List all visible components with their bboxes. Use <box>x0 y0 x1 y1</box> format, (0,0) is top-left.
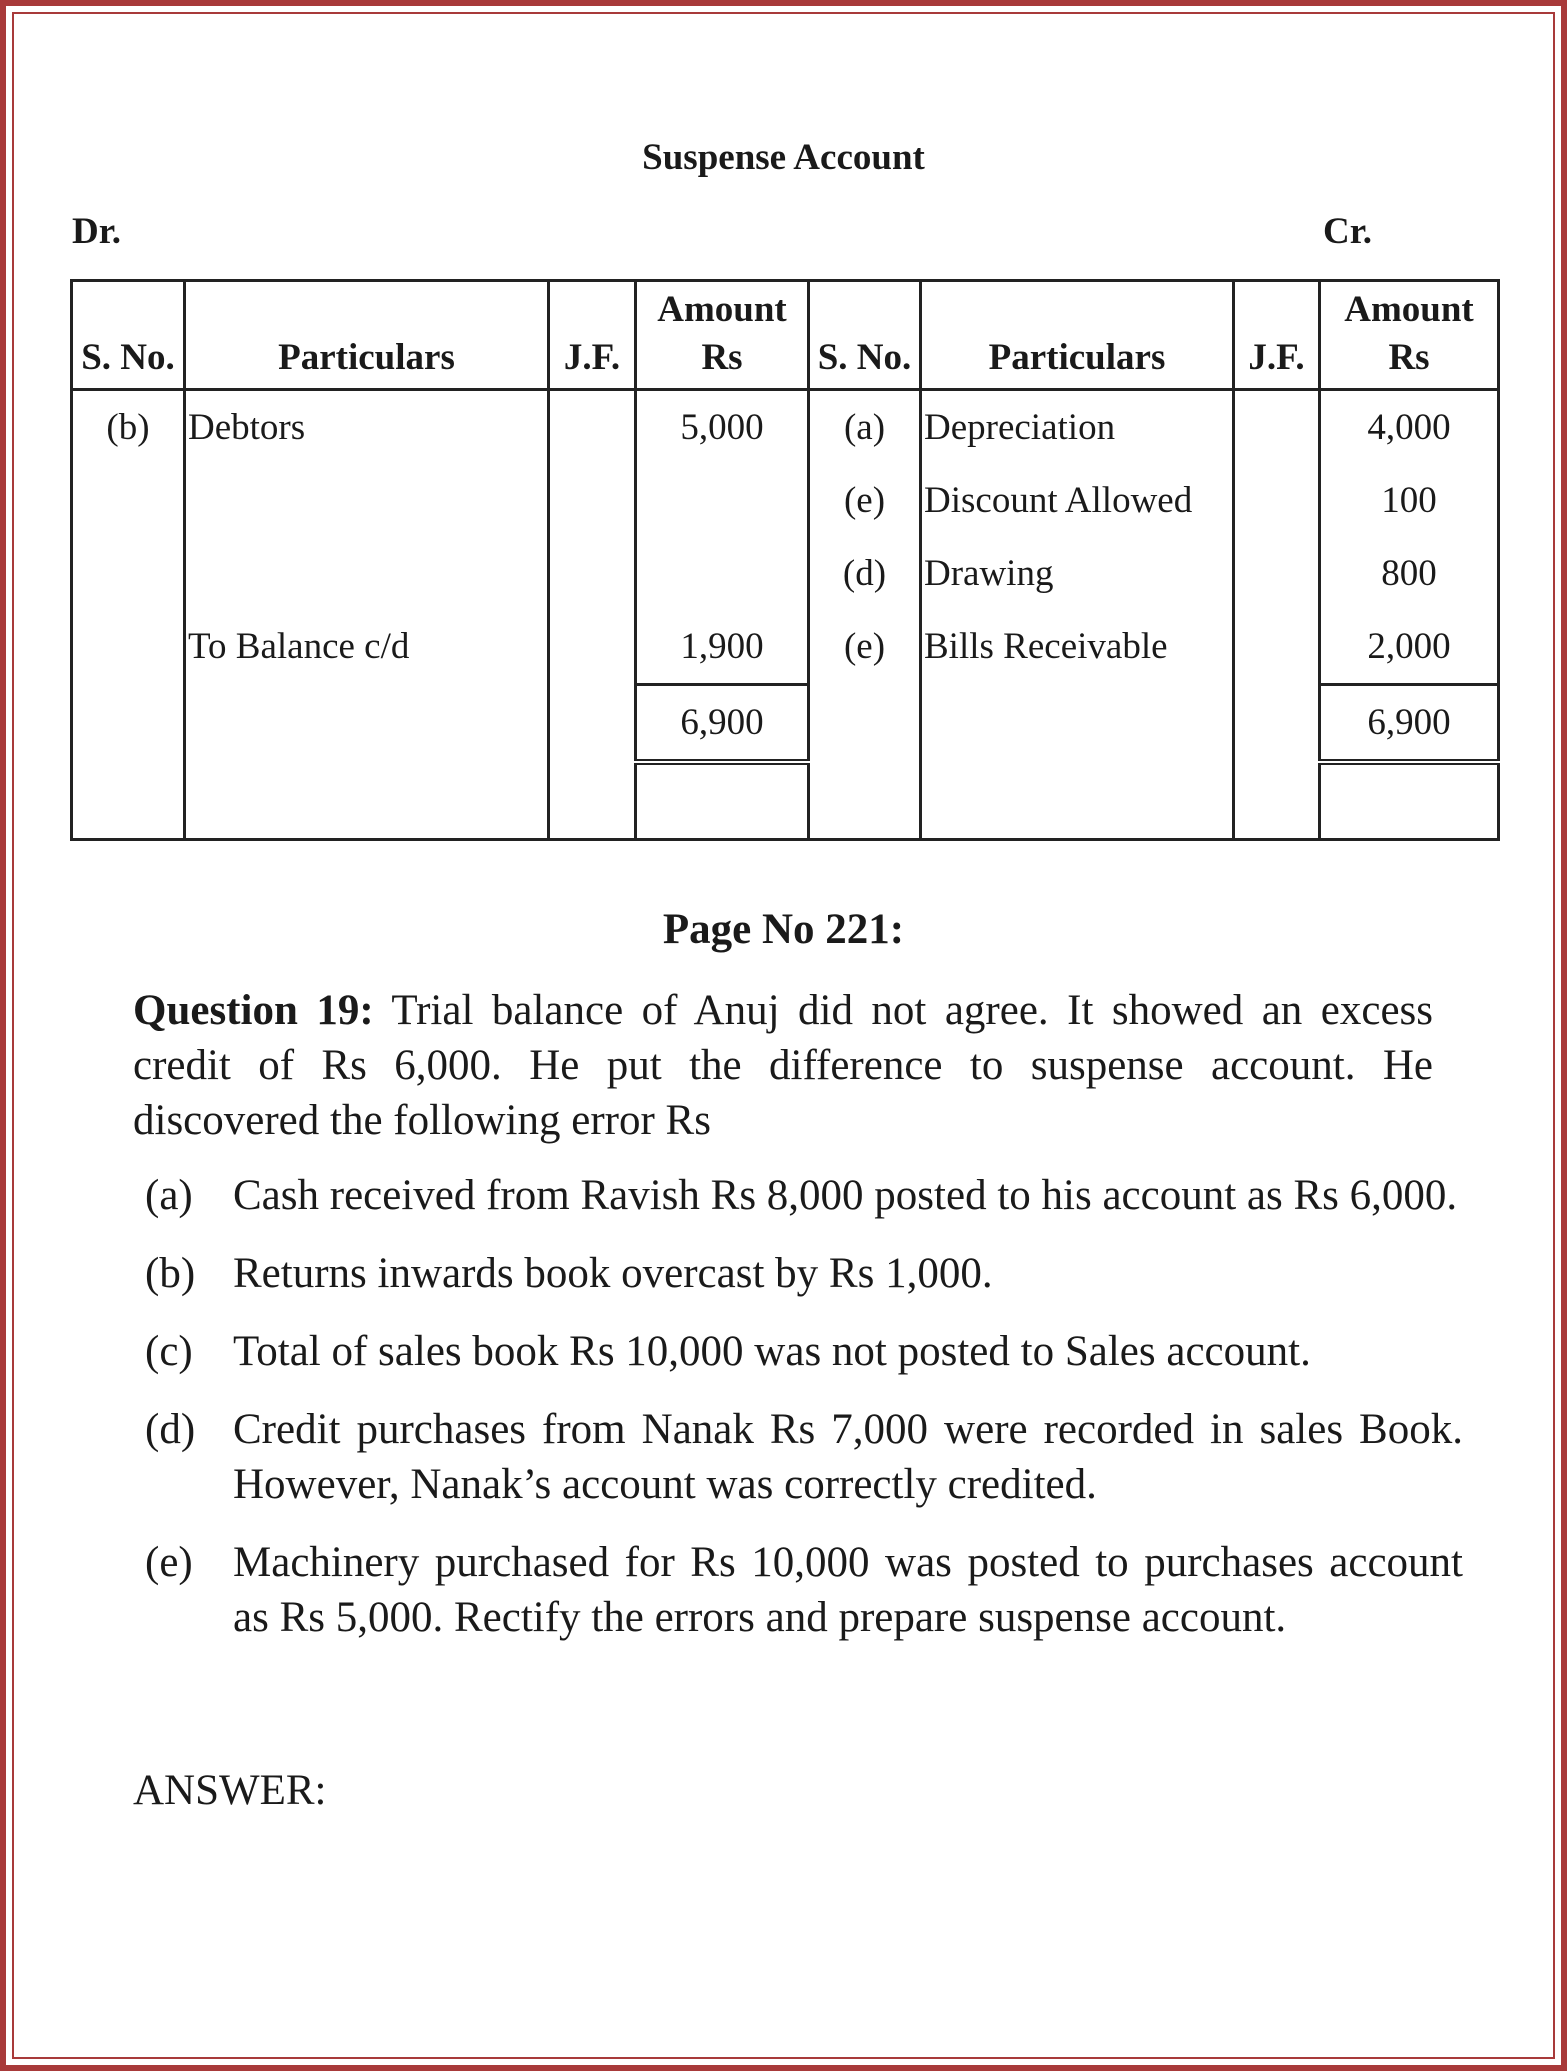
empty-cell <box>921 762 1234 840</box>
empty-cell <box>185 762 549 840</box>
empty-cell <box>549 762 636 840</box>
empty-cell <box>72 762 185 840</box>
question-paragraph <box>133 983 1433 1148</box>
cr-amount-header <box>1320 281 1499 390</box>
cr-total-amount: 6,900 <box>1320 685 1499 763</box>
cr-double-rule <box>1320 762 1499 840</box>
dr-amount <box>636 537 809 610</box>
credit-label: Cr. <box>1323 211 1372 252</box>
cr-sno: (d) <box>809 537 921 610</box>
cr-amount-header-line2: Rs <box>1388 337 1430 378</box>
cr-jf <box>1234 390 1320 465</box>
empty-cell <box>921 685 1234 763</box>
dr-jf <box>549 390 636 465</box>
dr-amount-header-line1: Amount <box>657 289 787 330</box>
empty-cell <box>185 685 549 763</box>
list-item-label: (d) <box>145 1406 196 1453</box>
table-row <box>72 610 1499 685</box>
cr-amount: 100 <box>1320 464 1499 537</box>
empty-cell <box>809 762 921 840</box>
dr-jf <box>549 464 636 537</box>
cr-particulars: Discount Allowed <box>921 464 1234 537</box>
suspense-ledger-table <box>70 279 1500 841</box>
dr-particulars: Debtors <box>185 390 549 465</box>
account-title: Suspense Account <box>642 137 925 178</box>
page-number-heading: Page No 221: <box>662 906 905 953</box>
dr-jf-header: J.F. <box>549 281 636 390</box>
dr-particulars-header: Particulars <box>185 281 549 390</box>
list-item-text: Machinery purchased for Rs 10,000 was posted to purchases account as Rs 5,000. Rectify the errors and prepare suspense account. <box>233 1539 1463 1641</box>
question-text: Trial balance of Anuj did not agree. It showed an excess credit of Rs 6,000. He put the difference to suspense account. He discovered the following error Rs <box>133 987 1433 1144</box>
question-label: Question 19: <box>133 987 374 1034</box>
cr-particulars-header: Particulars <box>921 281 1234 390</box>
list-item-text: Returns inwards book overcast by Rs 1,000. <box>233 1250 993 1297</box>
dr-amount <box>636 464 809 537</box>
list-item-label: (a) <box>145 1172 193 1219</box>
closing-row <box>72 762 1499 840</box>
dr-amount: 5,000 <box>636 390 809 465</box>
list-item-text: Credit purchases from Nanak Rs 7,000 were recorded in sales Book. However, Nanak’s account was correctly credited. <box>233 1406 1463 1508</box>
dr-sno: (b) <box>72 390 185 465</box>
table-row <box>72 390 1499 465</box>
cr-jf <box>1234 537 1320 610</box>
table-row <box>72 464 1499 537</box>
empty-cell <box>549 685 636 763</box>
list-item <box>145 1402 1463 1512</box>
dr-sno <box>72 537 185 610</box>
list-item <box>145 1168 1463 1223</box>
dr-sno <box>72 464 185 537</box>
dr-amount: 1,900 <box>636 610 809 685</box>
list-item-label: (e) <box>145 1539 193 1586</box>
empty-cell <box>72 685 185 763</box>
empty-cell <box>809 685 921 763</box>
dr-amount-header-line2: Rs <box>701 337 743 378</box>
dr-jf <box>549 537 636 610</box>
cr-jf <box>1234 464 1320 537</box>
debit-label: Dr. <box>72 211 121 252</box>
cr-particulars: Depreciation <box>921 390 1234 465</box>
cr-particulars: Bills Receivable <box>921 610 1234 685</box>
cr-sno: (a) <box>809 390 921 465</box>
empty-cell <box>1234 762 1320 840</box>
dr-particulars <box>185 464 549 537</box>
list-item-label: (b) <box>145 1250 196 1297</box>
dr-double-rule <box>636 762 809 840</box>
table-header-row <box>72 281 1499 390</box>
cr-amount-header-line1: Amount <box>1344 289 1474 330</box>
list-item-label: (c) <box>145 1328 193 1375</box>
dr-sno <box>72 610 185 685</box>
dr-total-amount: 6,900 <box>636 685 809 763</box>
totals-row <box>72 685 1499 763</box>
cr-sno: (e) <box>809 464 921 537</box>
list-item <box>145 1324 1463 1379</box>
answer-label: ANSWER: <box>133 1767 327 1814</box>
error-list <box>145 1168 1463 1668</box>
cr-sno: (e) <box>809 610 921 685</box>
cr-particulars: Drawing <box>921 537 1234 610</box>
cr-jf <box>1234 610 1320 685</box>
list-item <box>145 1535 1463 1645</box>
list-item <box>145 1246 1463 1301</box>
cr-jf-header: J.F. <box>1234 281 1320 390</box>
table-row <box>72 537 1499 610</box>
dr-jf <box>549 610 636 685</box>
cr-amount: 4,000 <box>1320 390 1499 465</box>
dr-amount-header <box>636 281 809 390</box>
cr-amount: 2,000 <box>1320 610 1499 685</box>
list-item-text: Total of sales book Rs 10,000 was not posted to Sales account. <box>233 1328 1311 1375</box>
dr-particulars <box>185 537 549 610</box>
empty-cell <box>1234 685 1320 763</box>
dr-sno-header: S. No. <box>72 281 185 390</box>
cr-sno-header: S. No. <box>809 281 921 390</box>
cr-amount: 800 <box>1320 537 1499 610</box>
list-item-text: Cash received from Ravish Rs 8,000 posted to his account as Rs 6,000. <box>233 1172 1458 1219</box>
dr-particulars: To Balance c/d <box>185 610 549 685</box>
